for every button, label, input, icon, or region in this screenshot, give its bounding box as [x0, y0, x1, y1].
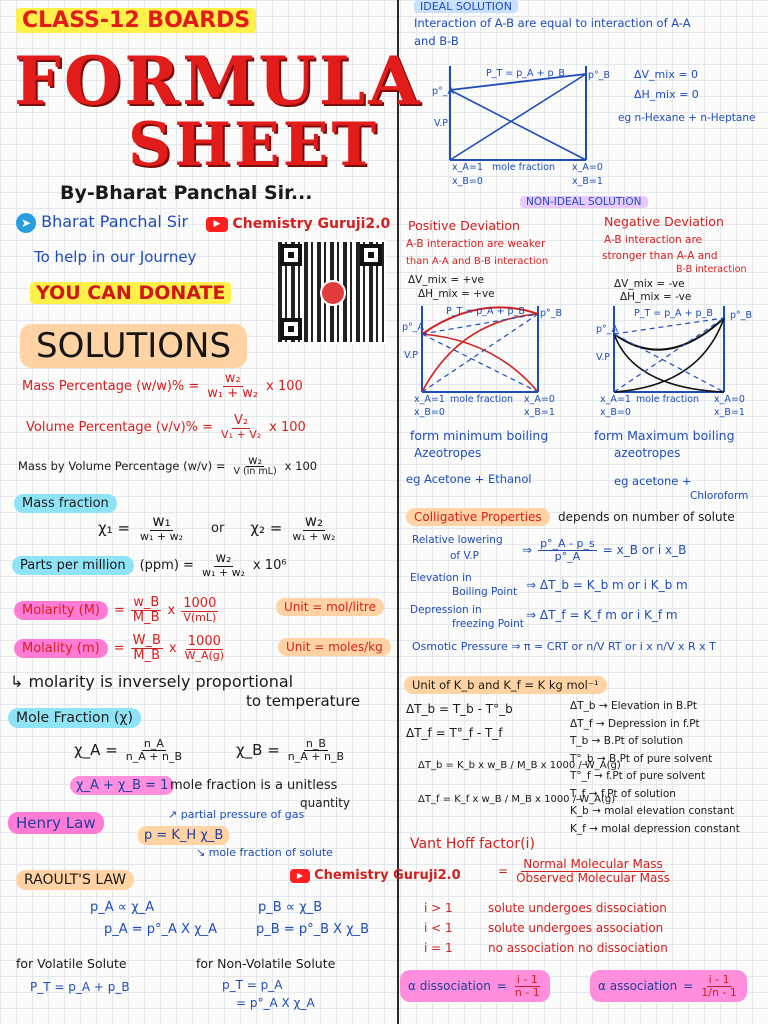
- ideal-graph-pb: p°_B: [588, 70, 611, 81]
- mass-fraction-formula: χ₁ = $\frac{\text{w₁}}{\text{w₁ + w₂}}$ or χ₂ = $\frac{\text{w₂}}{\text{w₁ + w₂}}$: [98, 512, 336, 543]
- unitless-note-line2: quantity: [300, 796, 351, 810]
- positive-deviation-title: Positive Deviation: [408, 218, 520, 233]
- legend-item: ΔT_b → Elevation in B.Pt: [570, 700, 697, 712]
- negative-graph-xa0: x_A=0: [714, 394, 745, 405]
- raoult-pa-proportional: p_A ∝ χ_A: [90, 900, 155, 915]
- henry-partial-pressure-note: ↗ partial pressure of gas: [168, 808, 305, 821]
- nonvolatile-equation-line1: p_T = p_A: [222, 978, 283, 992]
- fp-label-line1: Depression in: [410, 604, 482, 616]
- molarity-note-line1: ↳ molarity is inversely proportional: [10, 672, 294, 691]
- legend-item: T_b → B.Pt of solution: [570, 735, 684, 747]
- case-row: i > 1 solute undergoes dissociation: [424, 901, 667, 915]
- vant-hoff-label: Vant Hoff factor(i): [410, 836, 535, 852]
- negative-graph-xb0: x_B=0: [600, 407, 631, 418]
- delta-tf-formula: ΔT_f = K_f x w_B / M_B x 1000 / W_A(g): [418, 794, 616, 805]
- negative-delta-v: ΔV_mix = -ve: [614, 278, 685, 290]
- unitless-note-line1: mole fraction is a unitless: [170, 778, 338, 793]
- case-row: i = 1 no association no dissociation: [424, 941, 668, 955]
- fp-formula: ⇒ ΔT_f = K_f m or i K_f m: [526, 608, 678, 622]
- alpha-dissociation-formula: α dissociation = $\frac{i - 1}{n - 1}$: [400, 970, 550, 1002]
- legend-item: T°_f → f.Pt of pure solvent: [570, 770, 706, 782]
- henry-law-equation: p = K_H χ_B: [138, 826, 229, 845]
- positive-graph-pa: p°_A: [402, 322, 425, 333]
- negative-graph-pa: p°_A: [596, 324, 619, 335]
- kb-kf-unit: Unit of K_b and K_f = K kg mol⁻¹: [404, 676, 607, 694]
- youtube-icon-small: ▶: [290, 869, 310, 883]
- negative-graph-vp: V.P: [596, 352, 611, 363]
- mole-fraction-label: Mole Fraction (χ): [8, 708, 141, 728]
- rlvp-formula: ⇒ $\frac{p^\circ\_A - p\_s}{p^\circ\_A}$ = x_B or i x_B: [522, 537, 687, 563]
- mole-fraction-formula: χ_A = $\frac{n\_A}{n\_A + n\_B}$ χ_B = $\frac{n\_B}{n\_A + n\_B}$: [74, 737, 345, 763]
- rlvp-label-line1: Relative lowering: [412, 534, 503, 546]
- raoult-law-label: RAOULT'S LAW: [16, 870, 134, 890]
- mass-fraction-label: Mass fraction: [14, 494, 117, 513]
- ideal-graph-mole: mole fraction: [492, 162, 556, 173]
- positive-graph-xa1: x_A=1: [414, 394, 445, 405]
- positive-azeotrope-line2: Azeotropes: [414, 446, 482, 460]
- mass-percentage-formula: Mass Percentage (w/w)% = $\frac{\text{w₂}}{\text{w₁ + w₂}}$ x 100: [22, 371, 303, 401]
- delta-tb-definition: ΔT_b = T_b - T°_b: [406, 702, 513, 716]
- bp-label-line1: Elevation in: [410, 572, 472, 584]
- negative-deviation-desc3: B-B interaction: [676, 264, 747, 275]
- negative-delta-h: ΔH_mix = -ve: [620, 291, 692, 303]
- legend-item: T_f → f.Pt of solution: [570, 787, 676, 800]
- negative-deviation-desc2: stronger than A-A and: [602, 250, 718, 262]
- ppm-formula: Parts per million (ppm) = $\frac{\text{w₂}}{\text{w₁ + w₂}}$ x 10⁶: [12, 552, 287, 578]
- negative-azeotrope-line2: azeotropes: [614, 446, 681, 460]
- molarity-note-line2: to temperature: [246, 692, 361, 710]
- mole-fraction-sum: χ_A + χ_B = 1: [70, 776, 174, 795]
- alpha-association-formula: α association = $\frac{i - 1}{1/n - 1}$: [590, 970, 747, 1002]
- positive-graph-vp: V.P: [404, 350, 419, 361]
- bp-formula: ⇒ ΔT_b = K_b m or i K_b m: [526, 578, 688, 592]
- negative-graph-mole: mole fraction: [636, 394, 700, 405]
- ideal-description-line2: and B-B: [414, 34, 459, 48]
- legend-item: ΔT_f → Depression in f.Pt: [570, 717, 700, 730]
- positive-deviation-desc2: than A-A and B-B interaction: [406, 256, 549, 267]
- rlvp-label-line2: of V.P: [450, 550, 479, 562]
- ppm-label: Parts per million: [12, 556, 134, 575]
- legend-item: T°_b → B.Pt of pure solvent: [570, 752, 713, 765]
- ideal-graph-xa0: x_A=0: [572, 162, 603, 173]
- title-line2: SHEET: [128, 110, 380, 180]
- volume-percentage-formula: Volume Percentage (v/v)% = $\frac{\text{V₂}}{\text{V₁ + V₂}}$ x 100: [26, 413, 306, 441]
- legend-item: K_f → molal depression constant: [570, 822, 740, 835]
- vant-hoff-formula: = $\frac{\text{Normal Molecular Mass}}{\text{Observed Molecular Mass}}$: [498, 857, 670, 885]
- negative-deviation-desc1: A-B interaction are: [604, 234, 703, 246]
- telegram-name: Bharat Panchal Sir: [41, 212, 189, 231]
- ideal-graph-pt: P_T = p_A + p_B: [486, 68, 565, 79]
- positive-azeotrope-line1: form minimum boiling: [410, 428, 549, 443]
- molarity-unit: Unit = mol/litre: [276, 598, 384, 616]
- non-ideal-solution-label: NON-IDEAL SOLUTION: [520, 196, 648, 208]
- positive-graph-mole: mole fraction: [450, 394, 514, 405]
- donate-text: YOU CAN DONATE: [30, 282, 231, 304]
- positive-delta-v: ΔV_mix = +ve: [408, 274, 484, 286]
- ideal-graph-vp: V.P: [434, 118, 449, 129]
- vant-hoff-cases: [424, 898, 668, 958]
- negative-example-line2: Chloroform: [690, 490, 749, 502]
- positive-graph-pt: P_T = p_A + p_B: [446, 306, 525, 317]
- youtube-icon: ▶: [206, 217, 228, 232]
- ideal-example: eg n-Hexane + n-Heptane: [618, 112, 756, 124]
- negative-graph-xb1: x_B=1: [714, 407, 745, 418]
- ideal-graph-pa: p°_A: [432, 86, 455, 97]
- positive-graph-xa0: x_A=0: [524, 394, 555, 405]
- volatile-solute-label: for Volatile Solute: [16, 956, 127, 971]
- telegram-link[interactable]: [16, 212, 188, 233]
- molarity-label: Molarity (M): [14, 601, 108, 620]
- negative-graph-pb: p°_B: [730, 310, 753, 321]
- raoult-pb-equation: p_B = p°_B X χ_B: [256, 922, 370, 937]
- positive-graph-xb0: x_B=0: [414, 407, 445, 418]
- delta-tb-formula: ΔT_b = K_b x w_B / M_B x 1000 / W_A(g): [418, 760, 621, 771]
- legend-item: K_b → molal elevation constant: [570, 805, 735, 817]
- ideal-graph-xb1: x_B=1: [572, 176, 603, 187]
- positive-graph-pb: p°_B: [540, 308, 563, 319]
- youtube-link[interactable]: [206, 216, 390, 232]
- ideal-delta-h: ΔH_mix = 0: [634, 88, 699, 101]
- negative-graph-xa1: x_A=1: [600, 394, 631, 405]
- negative-graph-pt: P_T = p_A + p_B: [634, 308, 713, 319]
- positive-graph-xb1: x_B=1: [524, 407, 555, 418]
- molality-unit: Unit = moles/kg: [278, 638, 391, 656]
- mass-by-volume-formula: Mass by Volume Percentage (w/v) = $\frac{\text{w₂}}{\text{V (in mL)}}$ x 100: [18, 453, 318, 478]
- positive-delta-h: ΔH_mix = +ve: [418, 288, 495, 300]
- qr-logo-icon: [320, 280, 346, 306]
- class-label: CLASS-12 BOARDS: [16, 8, 256, 33]
- section-title-solutions: SOLUTIONS: [20, 324, 247, 368]
- positive-deviation-desc1: A-B interaction are weaker: [406, 238, 546, 250]
- ideal-solution-label: IDEAL SOLUTION: [414, 0, 518, 13]
- raoult-youtube-link[interactable]: ▶ Chemistry Guruji2.0: [290, 868, 461, 883]
- ideal-graph-xb0: x_B=0: [452, 176, 483, 187]
- help-text: To help in our Journey: [34, 248, 197, 266]
- negative-azeotrope-line1: form Maximum boiling: [594, 428, 735, 443]
- symbol-legend: [570, 698, 740, 838]
- ideal-graph-xa1: x_A=1: [452, 162, 483, 173]
- negative-example-line1: eg acetone +: [614, 474, 692, 488]
- henry-mole-fraction-note: ↘ mole fraction of solute: [196, 846, 333, 859]
- molality-label: Molality (m): [14, 639, 108, 658]
- osmotic-pressure-formula: Osmotic Pressure ⇒ π = CRT or n/V RT or i x n/V x R x T: [412, 640, 716, 653]
- delta-tf-definition: ΔT_f = T°_f - T_f: [406, 726, 503, 740]
- by-line: By-Bharat Panchal Sir...: [60, 182, 313, 204]
- nonvolatile-solute-label: for Non-Volatile Solute: [196, 956, 336, 971]
- youtube-channel: Chemistry Guruji2.0: [232, 216, 391, 232]
- title-line1: FORMULA: [14, 42, 423, 120]
- ideal-delta-v: ΔV_mix = 0: [634, 68, 699, 81]
- positive-example: eg Acetone + Ethanol: [406, 472, 532, 486]
- donation-qr-code[interactable]: [276, 240, 386, 344]
- molarity-formula: Molarity (M) = $\frac{w\_B}{M\_B}$ x $\frac{1000}{V(mL)}$: [14, 596, 218, 624]
- volatile-solute-equation: P_T = p_A + p_B: [30, 980, 130, 994]
- nonvolatile-equation-line2: = p°_A X χ_A: [236, 996, 315, 1010]
- negative-deviation-title: Negative Deviation: [604, 214, 724, 229]
- fp-label-line2: freezing Point: [452, 618, 524, 630]
- bp-label-line2: Boiling Point: [452, 586, 518, 598]
- raoult-pb-proportional: p_B ∝ χ_B: [258, 900, 323, 915]
- henry-law-label: Henry Law: [8, 812, 104, 834]
- molality-formula: Molality (m) = $\frac{W\_B}{M\_B}$ x $\frac{1000}{W\_A(g)}$: [14, 634, 226, 662]
- ideal-description-line1: Interaction of A-B are equal to interaction of A-A: [414, 16, 691, 30]
- telegram-icon: ➤: [16, 213, 36, 233]
- colligative-label: Colligative Properties: [406, 508, 550, 526]
- colligative-description: depends on number of solute: [558, 510, 735, 524]
- raoult-pa-equation: p_A = p°_A X χ_A: [104, 922, 218, 937]
- case-row: i < 1 solute undergoes association: [424, 921, 664, 935]
